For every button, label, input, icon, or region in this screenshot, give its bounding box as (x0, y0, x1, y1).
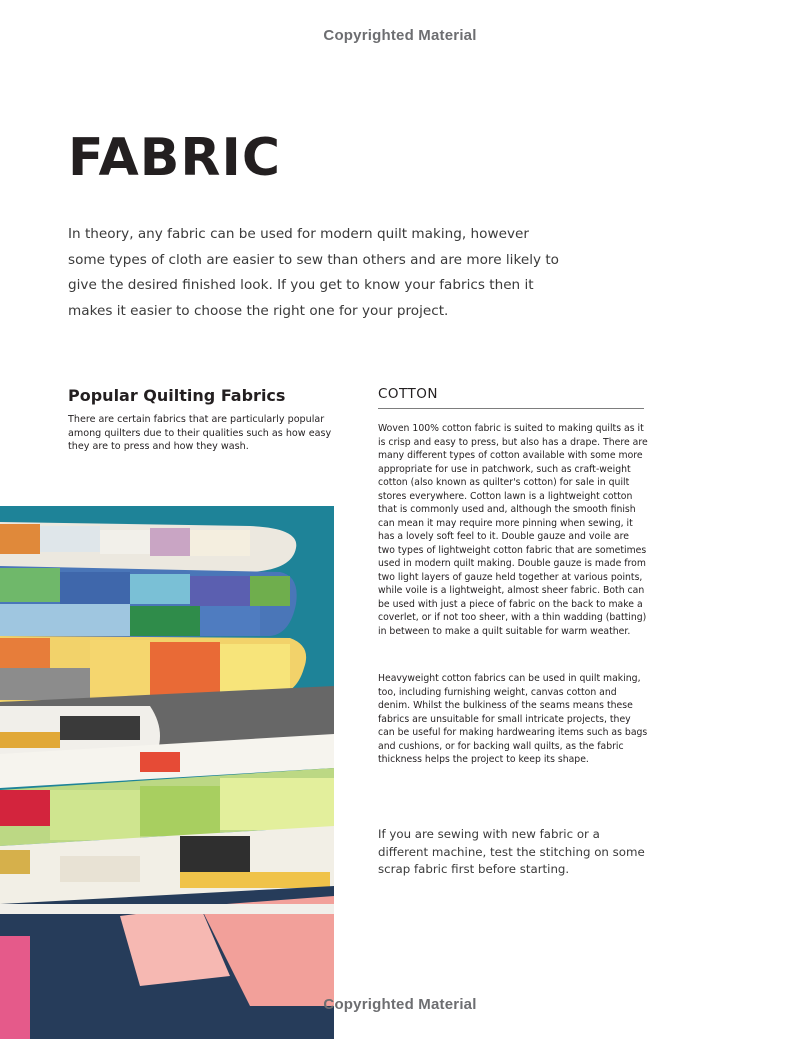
page-title: FABRIC (68, 128, 281, 188)
intro-paragraph: In theory, any fabric can be used for modern quilt making, however some types of cloth are easier to sew than others and are more likely to give the desired finished look. If you get to know your fabrics then it makes it easier to choose the right one for your project. (68, 226, 559, 319)
cotton-paragraph-1: Woven 100% cotton fabric is suited to making quilts as it is crisp and easy to press, but also has a drape. There are many different types of cotton available with some more appropriate for use in patchwork, such as craft-weight cotton (also known as quilter's cotton) for sale in quilt stores everywhere. Cotton lawn is a lightweight cotton that is commonly used and, although the smooth finish can mean it may require more pinning when sewing, it has a lovely soft feel to it. Double gauze and voile are two types of lightweight cotton fabric that are sometimes used in modern quilt making. Double gauze is made from two light layers of gauze held together at various points, while voile is a lightweight, almost sheer fabric. Both can be used with just a piece of fabric on the back to make a coverlet, or if not too sheer, with a thin wadding (batting) in between to make a quilt suitable for warm weather. (378, 423, 648, 637)
sidebar-text: There are certain fabrics that are particularly popular among quilters due to their qualities such as how easy they are to press and how they wash. (68, 414, 332, 452)
section-label-cotton: COTTON (378, 386, 644, 409)
copyright-watermark-bottom: Copyrighted Material (323, 996, 477, 1013)
quilt-stack-photo (0, 506, 334, 1039)
copyright-watermark-top: Copyrighted Material (323, 27, 477, 44)
cotton-paragraph-2: Heavyweight cotton fabrics can be used in quilt making, too, including furnishing weight, canvas cotton and denim. Whilst the bulkiness of the seams means these fabrics are unsuitable for small intricate projects, they can be useful for making hardwearing items such as bags and cushions, or for backing wall quilts, as the fabric thickness helps the project to keep its shape. (378, 673, 648, 765)
tip-text: If you are sewing with new fabric or a different machine, test the stitching on some scrap fabric first before starting. (378, 827, 645, 876)
sidebar-heading: Popular Quilting Fabrics (68, 386, 286, 405)
